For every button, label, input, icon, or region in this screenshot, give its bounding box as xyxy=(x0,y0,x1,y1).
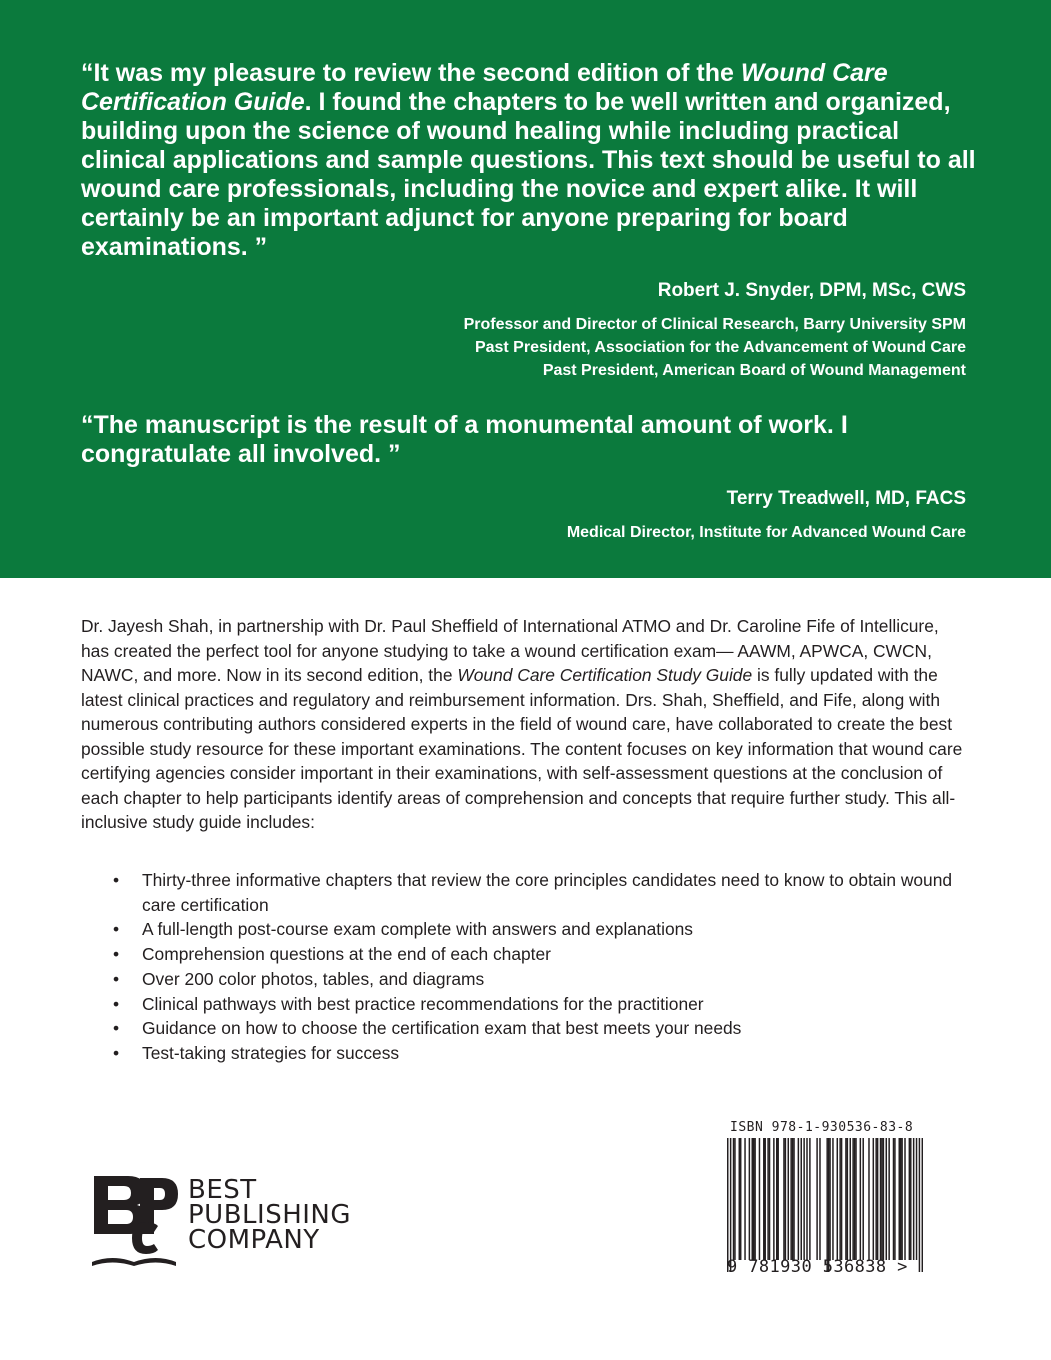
barcode-bar xyxy=(788,1138,789,1260)
bullet-icon: • xyxy=(113,1018,120,1039)
publisher-name xyxy=(188,1175,352,1255)
barcode-bar xyxy=(881,1138,882,1260)
barcode-bar xyxy=(900,1138,901,1260)
barcode-bar xyxy=(837,1138,838,1260)
barcode-bar xyxy=(769,1138,770,1260)
barcode-bar xyxy=(816,1138,817,1260)
barcode-bar xyxy=(841,1138,842,1260)
list-item-text: Guidance on how to choose the certification exam that best meets your needs xyxy=(142,1018,742,1039)
publisher-name-line: COMPANY xyxy=(188,1225,320,1255)
barcode-bar xyxy=(883,1138,884,1260)
barcode-bar xyxy=(909,1138,910,1260)
barcode-bar xyxy=(798,1138,799,1260)
barcode-bar xyxy=(868,1138,869,1260)
list-item xyxy=(81,1016,981,1041)
testimonial-1-text-start: “It was my pleasure to review the second edition of the xyxy=(81,59,741,87)
bullet-icon: • xyxy=(113,919,120,940)
barcode-bar xyxy=(763,1138,764,1260)
barcode-bar xyxy=(785,1138,786,1260)
barcode-bar xyxy=(777,1138,778,1260)
barcode-bar xyxy=(730,1138,731,1272)
barcode-bar xyxy=(901,1138,902,1260)
barcode-bar xyxy=(740,1138,741,1260)
list-item xyxy=(81,942,981,967)
description-text-start: Dr. Jayesh Shah, in partnership with Dr. Paul Sheffield of International ATMO and Dr. Caroline Fife of Intellicure, has created the perfect tool for anyone studying to take a wound certification exam— AAWM, APWCA, CWCN, NAWC, and more. Now in its second edition, the xyxy=(81,616,939,685)
list-item xyxy=(81,917,981,942)
list-item xyxy=(81,1041,981,1066)
barcode-bar xyxy=(801,1138,802,1260)
testimonial-1-quote xyxy=(81,59,981,262)
barcode-bar xyxy=(806,1138,807,1260)
bullet-icon: • xyxy=(113,1042,120,1063)
testimonial-2-author: Terry Treadwell, MD, FACS xyxy=(726,488,966,509)
bullet-icon: • xyxy=(113,944,120,965)
testimonial-1-book-title: Wound Care Certification Guide xyxy=(81,59,888,116)
barcode-bar xyxy=(845,1138,846,1260)
barcode-bar xyxy=(727,1138,728,1272)
description-book-title: Wound Care Certification Study Guide xyxy=(457,665,753,685)
testimonial-1-credential: Past President, American Board of Wound Management xyxy=(542,362,966,379)
barcode-bar xyxy=(880,1138,881,1260)
barcode-bar xyxy=(754,1138,755,1260)
bullet-icon: • xyxy=(113,968,120,989)
barcode-bar xyxy=(773,1138,774,1260)
description-text-rest: is fully updated with the latest clinical practices and regulatory and reimbursement information. Drs. Shah, Sheffield, and Fife, along with numerous contributing authors considered experts in the field of wound care, have collaborated to create the best possible study resource for these important examinations. The content focuses on key information that wound care certifying agencies consider important in their examinations, with self-assessment questions at the conclusion of each chapter to help participants identify areas of comprehension and concepts that require further study. This all-inclusive study guide includes: xyxy=(81,665,963,832)
barcode-bar xyxy=(904,1138,905,1260)
list-item xyxy=(81,992,981,1017)
barcode-bar xyxy=(752,1138,753,1260)
list-item-text: Comprehension questions at the end of each chapter xyxy=(142,944,551,965)
barcode-bar xyxy=(828,1138,829,1272)
barcode-bar xyxy=(739,1138,740,1260)
list-item xyxy=(81,967,981,992)
barcode-bar xyxy=(855,1138,856,1260)
barcode-bar xyxy=(767,1138,768,1260)
barcode-bar xyxy=(733,1138,734,1260)
publisher-name-line: BEST xyxy=(188,1175,257,1205)
list-item-text: Test-taking strategies for success xyxy=(142,1042,400,1063)
isbn-barcode xyxy=(727,1120,977,1285)
barcode-bar xyxy=(759,1138,760,1260)
barcode-bar xyxy=(894,1138,895,1260)
barcode-bar xyxy=(793,1138,794,1260)
testimonial-1-credential: Past President, Association for the Advancement of Wound Care xyxy=(474,339,966,356)
barcode-bar xyxy=(922,1138,923,1272)
barcode-bar xyxy=(916,1138,917,1260)
barcode-bar xyxy=(860,1138,861,1260)
features-list xyxy=(81,868,981,1066)
testimonial-band xyxy=(0,0,1051,578)
barcode-bar xyxy=(776,1138,777,1260)
barcode-bar xyxy=(826,1138,827,1272)
publisher-logo xyxy=(88,1172,398,1272)
barcode-bar xyxy=(734,1138,735,1260)
barcode-bar xyxy=(744,1138,745,1260)
barcode-bar xyxy=(862,1138,863,1260)
bullet-icon: • xyxy=(113,993,120,1014)
barcode-bar xyxy=(910,1138,911,1260)
barcode-bar xyxy=(919,1138,920,1272)
publisher-monogram xyxy=(88,1172,180,1268)
barcode-bar xyxy=(819,1138,820,1260)
barcode-bar xyxy=(790,1138,791,1260)
testimonial-1-author: Robert J. Snyder, DPM, MSc, CWS xyxy=(657,280,966,301)
barcode-bar xyxy=(792,1138,793,1260)
barcode-bar xyxy=(854,1138,855,1260)
barcode-bar xyxy=(847,1138,848,1260)
barcode-bar xyxy=(803,1138,804,1260)
list-item-text: Thirty-three informative chapters that review the core principles candidates need to know to obtain wound care certification xyxy=(142,870,953,915)
barcode-bar xyxy=(886,1138,887,1260)
testimonial-2-credentials xyxy=(567,521,966,544)
barcode-bar xyxy=(850,1138,851,1260)
barcode-bar xyxy=(888,1138,889,1260)
barcode-bar xyxy=(832,1138,833,1260)
book-icon xyxy=(92,1258,176,1266)
barcode-digits: 9 781930 536838 > xyxy=(727,1257,908,1277)
barcode-bar xyxy=(829,1138,830,1260)
testimonial-1-text-rest: . I found the chapters to be well written and organized, building upon the science of wound healing while including practical clinical applications and sample questions. This text should be useful to all wound care professionals, including the novice and expert alike. It will certainly be an important adjunct for anyone preparing for board examinations. ” xyxy=(81,88,976,261)
publisher-name-line: PUBLISHING xyxy=(188,1200,352,1230)
book-description xyxy=(81,614,971,835)
barcode-bar xyxy=(899,1138,900,1260)
barcode-bar xyxy=(877,1138,878,1260)
list-item-text: A full-length post-course exam complete with answers and explanations xyxy=(142,919,693,940)
testimonial-1-credential: Professor and Director of Clinical Research, Barry University SPM xyxy=(463,316,966,333)
barcode-bar xyxy=(913,1138,914,1260)
barcode-bar xyxy=(764,1138,765,1260)
barcode-bar xyxy=(839,1138,840,1260)
barcode-bar xyxy=(753,1138,754,1260)
barcode-bars xyxy=(727,1138,923,1272)
testimonial-2-quote: “The manuscript is the result of a monumental amount of work. I congratulate all involved. ” xyxy=(81,411,848,468)
list-item xyxy=(81,868,981,917)
barcode-bar xyxy=(809,1138,810,1260)
barcode-bar xyxy=(873,1138,874,1260)
barcode-bar xyxy=(893,1138,894,1260)
testimonial-2-credential: Medical Director, Institute for Advanced Wound Care xyxy=(566,524,966,541)
list-item-text: Clinical pathways with best practice recommendations for the practitioner xyxy=(142,993,704,1014)
barcode-bar xyxy=(749,1138,750,1260)
barcode-bar xyxy=(783,1138,784,1260)
list-item-text: Over 200 color photos, tables, and diagrams xyxy=(142,968,485,989)
barcode-bar xyxy=(852,1138,853,1260)
bullet-icon: • xyxy=(113,870,120,890)
barcode-bar xyxy=(875,1138,876,1260)
testimonial-1-credentials xyxy=(464,313,966,382)
isbn-label: ISBN 978-1-930536-83-8 xyxy=(730,1120,914,1135)
